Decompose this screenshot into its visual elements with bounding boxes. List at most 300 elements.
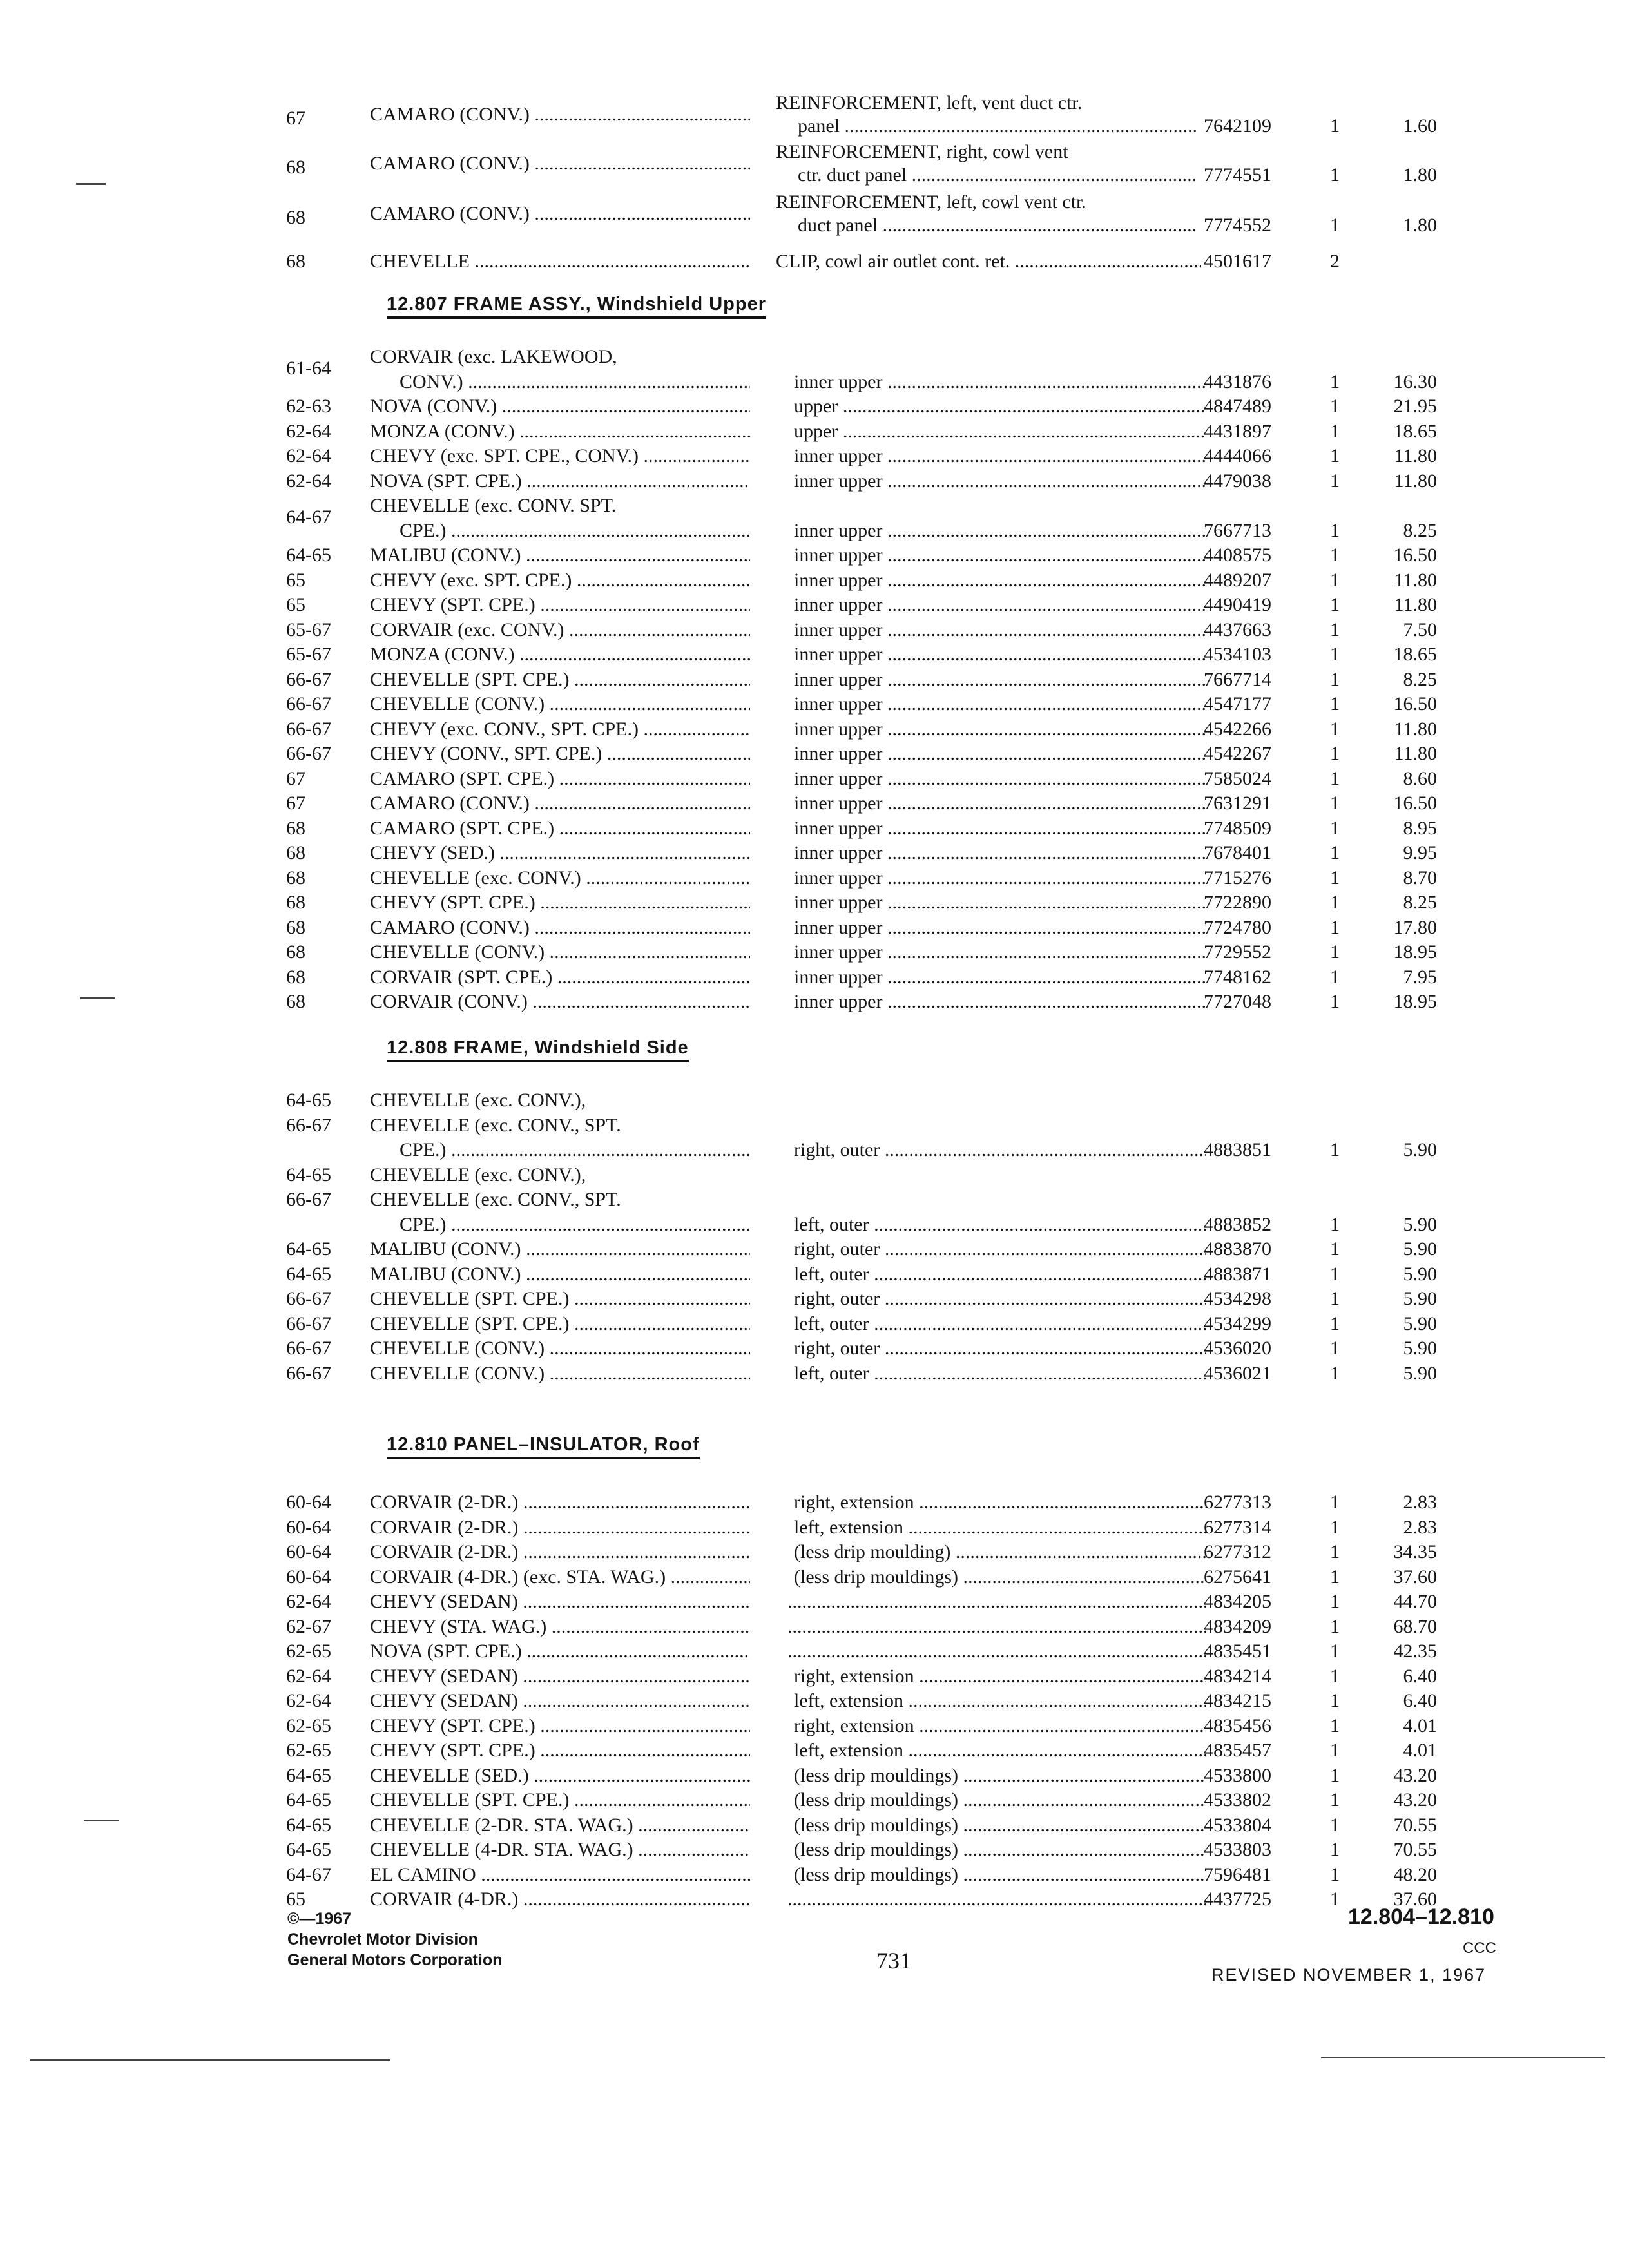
quantity: 1 xyxy=(1330,1665,1340,1687)
part-number: 4534103 xyxy=(1204,644,1271,665)
quantity: 1 xyxy=(1330,668,1340,690)
description: left, extension ..... xyxy=(794,1689,1206,1713)
part-number: 4534299 xyxy=(1204,1312,1271,1334)
description: right, outer ..... xyxy=(794,1238,1206,1261)
description-cont: ctr. duct panel ..... xyxy=(798,164,1197,187)
quantity: 1 xyxy=(1330,1338,1340,1359)
model-name: CHEVELLE (4-DR. STA. WAG.) ..... xyxy=(370,1838,750,1861)
year-range: 68 xyxy=(286,966,305,988)
model-name: CHEVY (SPT. CPE.) ..... xyxy=(370,891,750,914)
quantity: 1 xyxy=(1330,1213,1340,1235)
table-row xyxy=(0,767,1629,793)
table-row xyxy=(0,544,1629,570)
model-name: MALIBU (CONV.) ..... xyxy=(370,544,750,567)
part-number: 4533800 xyxy=(1204,1764,1271,1786)
part-number: 4437725 xyxy=(1204,1888,1271,1910)
description: inner upper ..... xyxy=(794,693,1206,716)
description: CLIP, cowl air outlet cont. ret. ..... xyxy=(776,250,1201,273)
year-range: 66-67 xyxy=(286,1362,331,1384)
model-name: CHEVELLE (SPT. CPE.) ..... xyxy=(370,1287,750,1311)
description: inner upper ..... xyxy=(794,817,1206,840)
description: inner upper ..... xyxy=(794,841,1206,865)
list-price: 6.40 xyxy=(1403,1690,1437,1711)
table-row-cont xyxy=(0,164,1629,189)
model-name: CHEVY (exc. CONV., SPT. CPE.) ..... xyxy=(370,718,750,741)
list-price: 5.90 xyxy=(1403,1338,1437,1359)
table-row xyxy=(0,1238,1629,1264)
year-range: 68 xyxy=(286,892,305,913)
year-range: 64-65 xyxy=(286,1164,331,1186)
description: inner upper ..... xyxy=(794,643,1206,666)
list-price: 16.50 xyxy=(1393,793,1437,814)
list-price: 11.80 xyxy=(1394,594,1437,615)
list-price: 8.95 xyxy=(1403,817,1437,839)
quantity: 1 xyxy=(1330,1814,1340,1836)
model-name: CHEVELLE (exc. CONV., SPT. xyxy=(370,1114,621,1136)
quantity: 1 xyxy=(1330,115,1340,137)
revised-date: REVISED NOVEMBER 1, 1967 xyxy=(1211,1965,1487,1984)
year-range: 65 xyxy=(286,594,305,615)
description: REINFORCEMENT, right, cowl vent xyxy=(776,141,1068,162)
list-price: 11.80 xyxy=(1394,743,1437,764)
table-row xyxy=(0,1863,1629,1889)
list-price: 43.20 xyxy=(1393,1764,1437,1786)
model-name: CORVAIR (exc. LAKEWOOD, xyxy=(370,346,617,367)
list-price: 2.83 xyxy=(1403,1492,1437,1513)
year-range: 62-63 xyxy=(286,396,331,417)
quantity: 1 xyxy=(1330,767,1340,789)
description: inner upper ..... xyxy=(794,544,1206,567)
list-price: 7.50 xyxy=(1403,619,1437,640)
table-row xyxy=(0,693,1629,718)
part-number: 4834214 xyxy=(1204,1665,1271,1687)
description: inner upper ..... xyxy=(794,370,1206,394)
table-row-cont xyxy=(0,214,1629,240)
page-edge-line xyxy=(30,2059,390,2061)
year-range: 66-67 xyxy=(286,1288,331,1309)
list-price: 11.80 xyxy=(1394,445,1437,466)
list-price: 5.90 xyxy=(1403,1362,1437,1384)
quantity: 1 xyxy=(1330,1640,1340,1662)
part-number: 4536021 xyxy=(1204,1362,1271,1384)
quantity: 1 xyxy=(1330,644,1340,665)
description: (less drip mouldings) ..... xyxy=(794,1764,1206,1787)
list-price: 5.90 xyxy=(1403,1238,1437,1260)
model-name: CHEVELLE ..... xyxy=(370,250,750,273)
page-number: 731 xyxy=(876,1948,911,1974)
list-price: 11.80 xyxy=(1394,470,1437,492)
year-range: 66-67 xyxy=(286,718,331,740)
part-number: 4834205 xyxy=(1204,1591,1271,1612)
part-number: 4883870 xyxy=(1204,1238,1271,1260)
list-price: 5.90 xyxy=(1403,1213,1437,1235)
quantity: 1 xyxy=(1330,693,1340,715)
list-price: 18.95 xyxy=(1393,991,1437,1012)
table-row xyxy=(0,1640,1629,1666)
model-name-cont: CPE.) ..... xyxy=(400,1139,750,1162)
list-price: 42.35 xyxy=(1393,1640,1437,1662)
model-name: MALIBU (CONV.) ..... xyxy=(370,1238,750,1261)
year-range: 60-64 xyxy=(286,1516,331,1538)
table-row xyxy=(0,817,1629,843)
description: inner upper ..... xyxy=(794,470,1206,493)
part-number: 6275641 xyxy=(1204,1566,1271,1588)
table-row xyxy=(0,941,1629,966)
quantity: 1 xyxy=(1330,1591,1340,1612)
table-row-cont xyxy=(0,1213,1629,1239)
year-range: 65 xyxy=(286,569,305,591)
model-name: CHEVY (SEDAN) ..... xyxy=(370,1689,750,1713)
description: (less drip mouldings) ..... xyxy=(794,1566,1206,1589)
year-range: 64-65 xyxy=(286,1764,331,1786)
quantity: 1 xyxy=(1330,892,1340,913)
year-range: 62-64 xyxy=(286,1665,331,1687)
quantity: 1 xyxy=(1330,164,1340,186)
quantity: 1 xyxy=(1330,544,1340,566)
footer-division: Chevrolet Motor Division xyxy=(287,1930,478,1948)
year-range: 68 xyxy=(286,941,305,963)
table-row xyxy=(0,891,1629,917)
model-name: NOVA (CONV.) ..... xyxy=(370,395,750,418)
list-price: 44.70 xyxy=(1393,1591,1437,1612)
list-price: 16.50 xyxy=(1393,693,1437,715)
model-name: CORVAIR (CONV.) ..... xyxy=(370,990,750,1014)
part-number: 4883871 xyxy=(1204,1263,1271,1285)
table-row xyxy=(0,916,1629,942)
quantity: 1 xyxy=(1330,370,1340,392)
quantity: 1 xyxy=(1330,817,1340,839)
year-range: 64-67 xyxy=(286,506,331,528)
model-name: CAMARO (CONV.) ..... xyxy=(370,202,750,226)
part-number: 4431897 xyxy=(1204,420,1271,442)
year-range: 62-65 xyxy=(286,1715,331,1736)
description: inner upper ..... xyxy=(794,990,1206,1014)
section-range: 12.804–12.810 xyxy=(1348,1905,1494,1929)
part-number: 4834209 xyxy=(1204,1615,1271,1637)
table-row xyxy=(0,966,1629,992)
quantity: 1 xyxy=(1330,215,1340,236)
year-range: 64-65 xyxy=(286,1090,331,1111)
description xyxy=(787,1590,1206,1613)
list-price: 7.95 xyxy=(1403,966,1437,988)
description: left, outer ..... xyxy=(794,1213,1206,1236)
part-number: 4542266 xyxy=(1204,718,1271,740)
description: inner upper ..... xyxy=(794,569,1206,592)
part-number: 4542267 xyxy=(1204,743,1271,764)
table-row xyxy=(0,1715,1629,1740)
part-number: 6277312 xyxy=(1204,1541,1271,1562)
table-row xyxy=(0,593,1629,619)
list-price: 1.80 xyxy=(1403,164,1437,186)
list-price: 11.80 xyxy=(1394,718,1437,740)
footer-copyright: ©—1967 xyxy=(287,1910,352,1928)
model-name: CHEVELLE (exc. CONV.), xyxy=(370,1090,586,1111)
description: inner upper ..... xyxy=(794,619,1206,642)
part-number: 7727048 xyxy=(1204,991,1271,1012)
part-number: 7724780 xyxy=(1204,916,1271,938)
list-price: 5.90 xyxy=(1403,1139,1437,1160)
footer-corporation: General Motors Corporation xyxy=(287,1951,503,1969)
year-range: 64-67 xyxy=(286,1863,331,1885)
part-number: 4534298 xyxy=(1204,1288,1271,1309)
model-name: CORVAIR (4-DR.) (exc. STA. WAG.) ..... xyxy=(370,1566,750,1589)
part-number: 4489207 xyxy=(1204,569,1271,591)
part-number: 6277313 xyxy=(1204,1492,1271,1513)
scan-mark xyxy=(84,1820,119,1821)
quantity: 1 xyxy=(1330,1789,1340,1811)
table-row xyxy=(0,742,1629,768)
model-name: CHEVY (exc. SPT. CPE.) ..... xyxy=(370,569,750,592)
list-price: 8.60 xyxy=(1403,767,1437,789)
list-price: 2.83 xyxy=(1403,1516,1437,1538)
quantity: 1 xyxy=(1330,867,1340,889)
description: left, outer ..... xyxy=(794,1362,1206,1385)
year-range: 68 xyxy=(286,157,305,178)
model-name: CAMARO (CONV.) ..... xyxy=(370,152,750,175)
model-name: CHEVELLE (CONV.) ..... xyxy=(370,1362,750,1385)
description: inner upper ..... xyxy=(794,916,1206,939)
model-name: CORVAIR (4-DR.) ..... xyxy=(370,1888,750,1911)
table-row-cont xyxy=(0,1114,1629,1140)
model-name: CHEVY (exc. SPT. CPE., CONV.) ..... xyxy=(370,445,750,468)
year-range: 68 xyxy=(286,251,305,272)
model-name: CORVAIR (SPT. CPE.) ..... xyxy=(370,966,750,989)
model-name: CHEVELLE (SPT. CPE.) ..... xyxy=(370,1312,750,1336)
description: (less drip moulding) ..... xyxy=(794,1541,1206,1564)
list-price: 68.70 xyxy=(1393,1615,1437,1637)
model-name: CHEVELLE (CONV.) ..... xyxy=(370,693,750,716)
description xyxy=(787,1888,1206,1911)
year-range: 66-67 xyxy=(286,1189,331,1210)
description xyxy=(787,1615,1206,1639)
part-number: 7667714 xyxy=(1204,668,1271,690)
table-row xyxy=(0,569,1629,595)
table-row-cont xyxy=(0,1188,1629,1214)
part-number: 4408575 xyxy=(1204,544,1271,566)
list-price: 6.40 xyxy=(1403,1665,1437,1687)
page-edge-line xyxy=(1321,2057,1605,2058)
table-row xyxy=(0,1689,1629,1715)
year-range: 62-64 xyxy=(286,445,331,466)
table-row xyxy=(0,990,1629,1016)
quantity: 1 xyxy=(1330,793,1340,814)
part-number: 4547177 xyxy=(1204,693,1271,715)
model-name: CHEVY (SED.) ..... xyxy=(370,841,750,865)
model-name-cont: CPE.) ..... xyxy=(400,1213,750,1236)
list-price: 8.25 xyxy=(1403,519,1437,541)
year-range: 68 xyxy=(286,867,305,889)
year-range: 64-65 xyxy=(286,544,331,566)
part-number: 4533802 xyxy=(1204,1789,1271,1811)
scan-mark xyxy=(80,997,115,999)
quantity: 1 xyxy=(1330,1238,1340,1260)
part-number: 7774551 xyxy=(1204,164,1271,186)
description: left, extension ..... xyxy=(794,1739,1206,1762)
description: inner upper ..... xyxy=(794,445,1206,468)
quantity: 1 xyxy=(1330,916,1340,938)
quantity: 1 xyxy=(1330,1740,1340,1761)
table-row xyxy=(0,867,1629,892)
model-name: CAMARO (SPT. CPE.) ..... xyxy=(370,767,750,791)
quantity: 1 xyxy=(1330,1863,1340,1885)
model-name: NOVA (SPT. CPE.) ..... xyxy=(370,470,750,493)
year-range: 66-67 xyxy=(286,668,331,690)
year-range: 64-65 xyxy=(286,1789,331,1811)
quantity: 1 xyxy=(1330,1263,1340,1285)
table-row xyxy=(0,1491,1629,1517)
table-row xyxy=(0,420,1629,446)
description: inner upper ..... xyxy=(794,891,1206,914)
year-range: 60-64 xyxy=(286,1566,331,1588)
model-name: CHEVELLE (exc. CONV.), xyxy=(370,1164,586,1186)
model-name: CAMARO (CONV.) ..... xyxy=(370,792,750,815)
model-name: CHEVELLE (SED.) ..... xyxy=(370,1764,750,1787)
year-range: 68 xyxy=(286,991,305,1012)
part-number: 7748509 xyxy=(1204,817,1271,839)
year-range: 66-67 xyxy=(286,693,331,715)
table-row xyxy=(0,1263,1629,1289)
quantity: 1 xyxy=(1330,1516,1340,1538)
description: inner upper ..... xyxy=(794,519,1206,543)
list-price: 17.80 xyxy=(1393,916,1437,938)
year-range: 68 xyxy=(286,817,305,839)
description: right, outer ..... xyxy=(794,1139,1206,1162)
year-range: 68 xyxy=(286,207,305,228)
table-row xyxy=(0,1739,1629,1765)
part-number: 4847489 xyxy=(1204,396,1271,417)
table-row xyxy=(0,1516,1629,1542)
quantity: 1 xyxy=(1330,445,1340,466)
part-number: 4479038 xyxy=(1204,470,1271,492)
part-number: 7678401 xyxy=(1204,842,1271,863)
model-name: CHEVELLE (CONV.) ..... xyxy=(370,1337,750,1360)
description: inner upper ..... xyxy=(794,867,1206,890)
model-name: CHEVY (SPT. CPE.) ..... xyxy=(370,1715,750,1738)
quantity: 1 xyxy=(1330,1715,1340,1736)
part-number: 7596481 xyxy=(1204,1863,1271,1885)
description: upper ..... xyxy=(794,395,1206,418)
table-row xyxy=(0,1541,1629,1566)
year-range: 64-65 xyxy=(286,1814,331,1836)
part-number: 7667713 xyxy=(1204,519,1271,541)
table-row xyxy=(0,1764,1629,1790)
model-name: CORVAIR (exc. CONV.) ..... xyxy=(370,619,750,642)
list-price: 4.01 xyxy=(1403,1715,1437,1736)
model-name: CHEVY (SPT. CPE.) ..... xyxy=(370,593,750,617)
list-price: 5.90 xyxy=(1403,1263,1437,1285)
year-range: 64-65 xyxy=(286,1263,331,1285)
quantity: 1 xyxy=(1330,842,1340,863)
list-price: 5.90 xyxy=(1403,1288,1437,1309)
quantity: 1 xyxy=(1330,1288,1340,1309)
quantity: 1 xyxy=(1330,1615,1340,1637)
quantity: 1 xyxy=(1330,1888,1340,1910)
quantity: 1 xyxy=(1330,396,1340,417)
table-row xyxy=(0,345,1629,379)
section-title: 12.807 FRAME ASSY., Windshield Upper xyxy=(387,294,766,319)
year-range: 62-64 xyxy=(286,420,331,442)
list-price: 18.65 xyxy=(1393,644,1437,665)
table-row-cont xyxy=(0,115,1629,140)
quantity: 2 xyxy=(1330,251,1340,272)
part-number: 4533804 xyxy=(1204,1814,1271,1836)
table-row xyxy=(0,1665,1629,1691)
model-name: CHEVELLE (exc. CONV.) ..... xyxy=(370,867,750,890)
description: inner upper ..... xyxy=(794,668,1206,691)
part-number: 4533803 xyxy=(1204,1839,1271,1860)
list-price: 5.90 xyxy=(1403,1312,1437,1334)
scan-mark xyxy=(76,183,106,185)
description: upper ..... xyxy=(794,420,1206,443)
year-range: 62-65 xyxy=(286,1640,331,1662)
table-row xyxy=(0,1590,1629,1616)
model-name: CHEVELLE (SPT. CPE.) ..... xyxy=(370,668,750,691)
model-name: CHEVY (CONV., SPT. CPE.) ..... xyxy=(370,742,750,765)
table-row-cont xyxy=(0,370,1629,396)
list-price: 9.95 xyxy=(1403,842,1437,863)
part-number: 7729552 xyxy=(1204,941,1271,963)
section-title: 12.810 PANEL–INSULATOR, Roof xyxy=(387,1434,700,1459)
part-number: 4437663 xyxy=(1204,619,1271,640)
description: left, outer ..... xyxy=(794,1312,1206,1336)
table-row-cont xyxy=(0,519,1629,545)
table-row xyxy=(0,1362,1629,1388)
table-row xyxy=(0,619,1629,644)
table-row xyxy=(0,494,1629,528)
list-price: 1.60 xyxy=(1403,115,1437,137)
part-number: 4883852 xyxy=(1204,1213,1271,1235)
model-name: CHEVELLE (exc. CONV. SPT. xyxy=(370,495,617,516)
description: right, extension ..... xyxy=(794,1491,1206,1514)
year-range: 62-65 xyxy=(286,1740,331,1761)
model-name: CORVAIR (2-DR.) ..... xyxy=(370,1516,750,1539)
year-range: 67 xyxy=(286,793,305,814)
section-title: 12.808 FRAME, Windshield Side xyxy=(387,1037,689,1062)
part-number: 7722890 xyxy=(1204,892,1271,913)
list-price: 18.65 xyxy=(1393,420,1437,442)
model-name: CHEVY (SEDAN) ..... xyxy=(370,1590,750,1613)
list-price: 37.60 xyxy=(1393,1566,1437,1588)
list-price: 18.95 xyxy=(1393,941,1437,963)
quantity: 1 xyxy=(1330,1764,1340,1786)
year-range: 66-67 xyxy=(286,1114,331,1136)
table-row xyxy=(0,470,1629,495)
list-price: 4.01 xyxy=(1403,1740,1437,1761)
description: REINFORCEMENT, left, vent duct ctr. xyxy=(776,92,1083,113)
table-row xyxy=(0,1615,1629,1641)
table-row xyxy=(0,250,1629,276)
list-price: 37.60 xyxy=(1393,1888,1437,1910)
description: inner upper ..... xyxy=(794,966,1206,989)
description: REINFORCEMENT, left, cowl vent ctr. xyxy=(776,191,1086,213)
year-range: 66-67 xyxy=(286,743,331,764)
description: inner upper ..... xyxy=(794,767,1206,791)
list-price: 11.80 xyxy=(1394,569,1437,591)
year-range: 65 xyxy=(286,1888,305,1910)
quantity: 1 xyxy=(1330,1690,1340,1711)
description: right, extension ..... xyxy=(794,1665,1206,1688)
table-row xyxy=(0,395,1629,421)
part-number: 4444066 xyxy=(1204,445,1271,466)
list-price: 34.35 xyxy=(1393,1541,1437,1562)
part-number: 4501617 xyxy=(1204,251,1271,272)
table-row xyxy=(0,1838,1629,1864)
table-row xyxy=(0,643,1629,669)
part-number: 7748162 xyxy=(1204,966,1271,988)
table-row xyxy=(0,718,1629,744)
year-range: 67 xyxy=(286,108,305,129)
year-range: 61-64 xyxy=(286,358,331,379)
